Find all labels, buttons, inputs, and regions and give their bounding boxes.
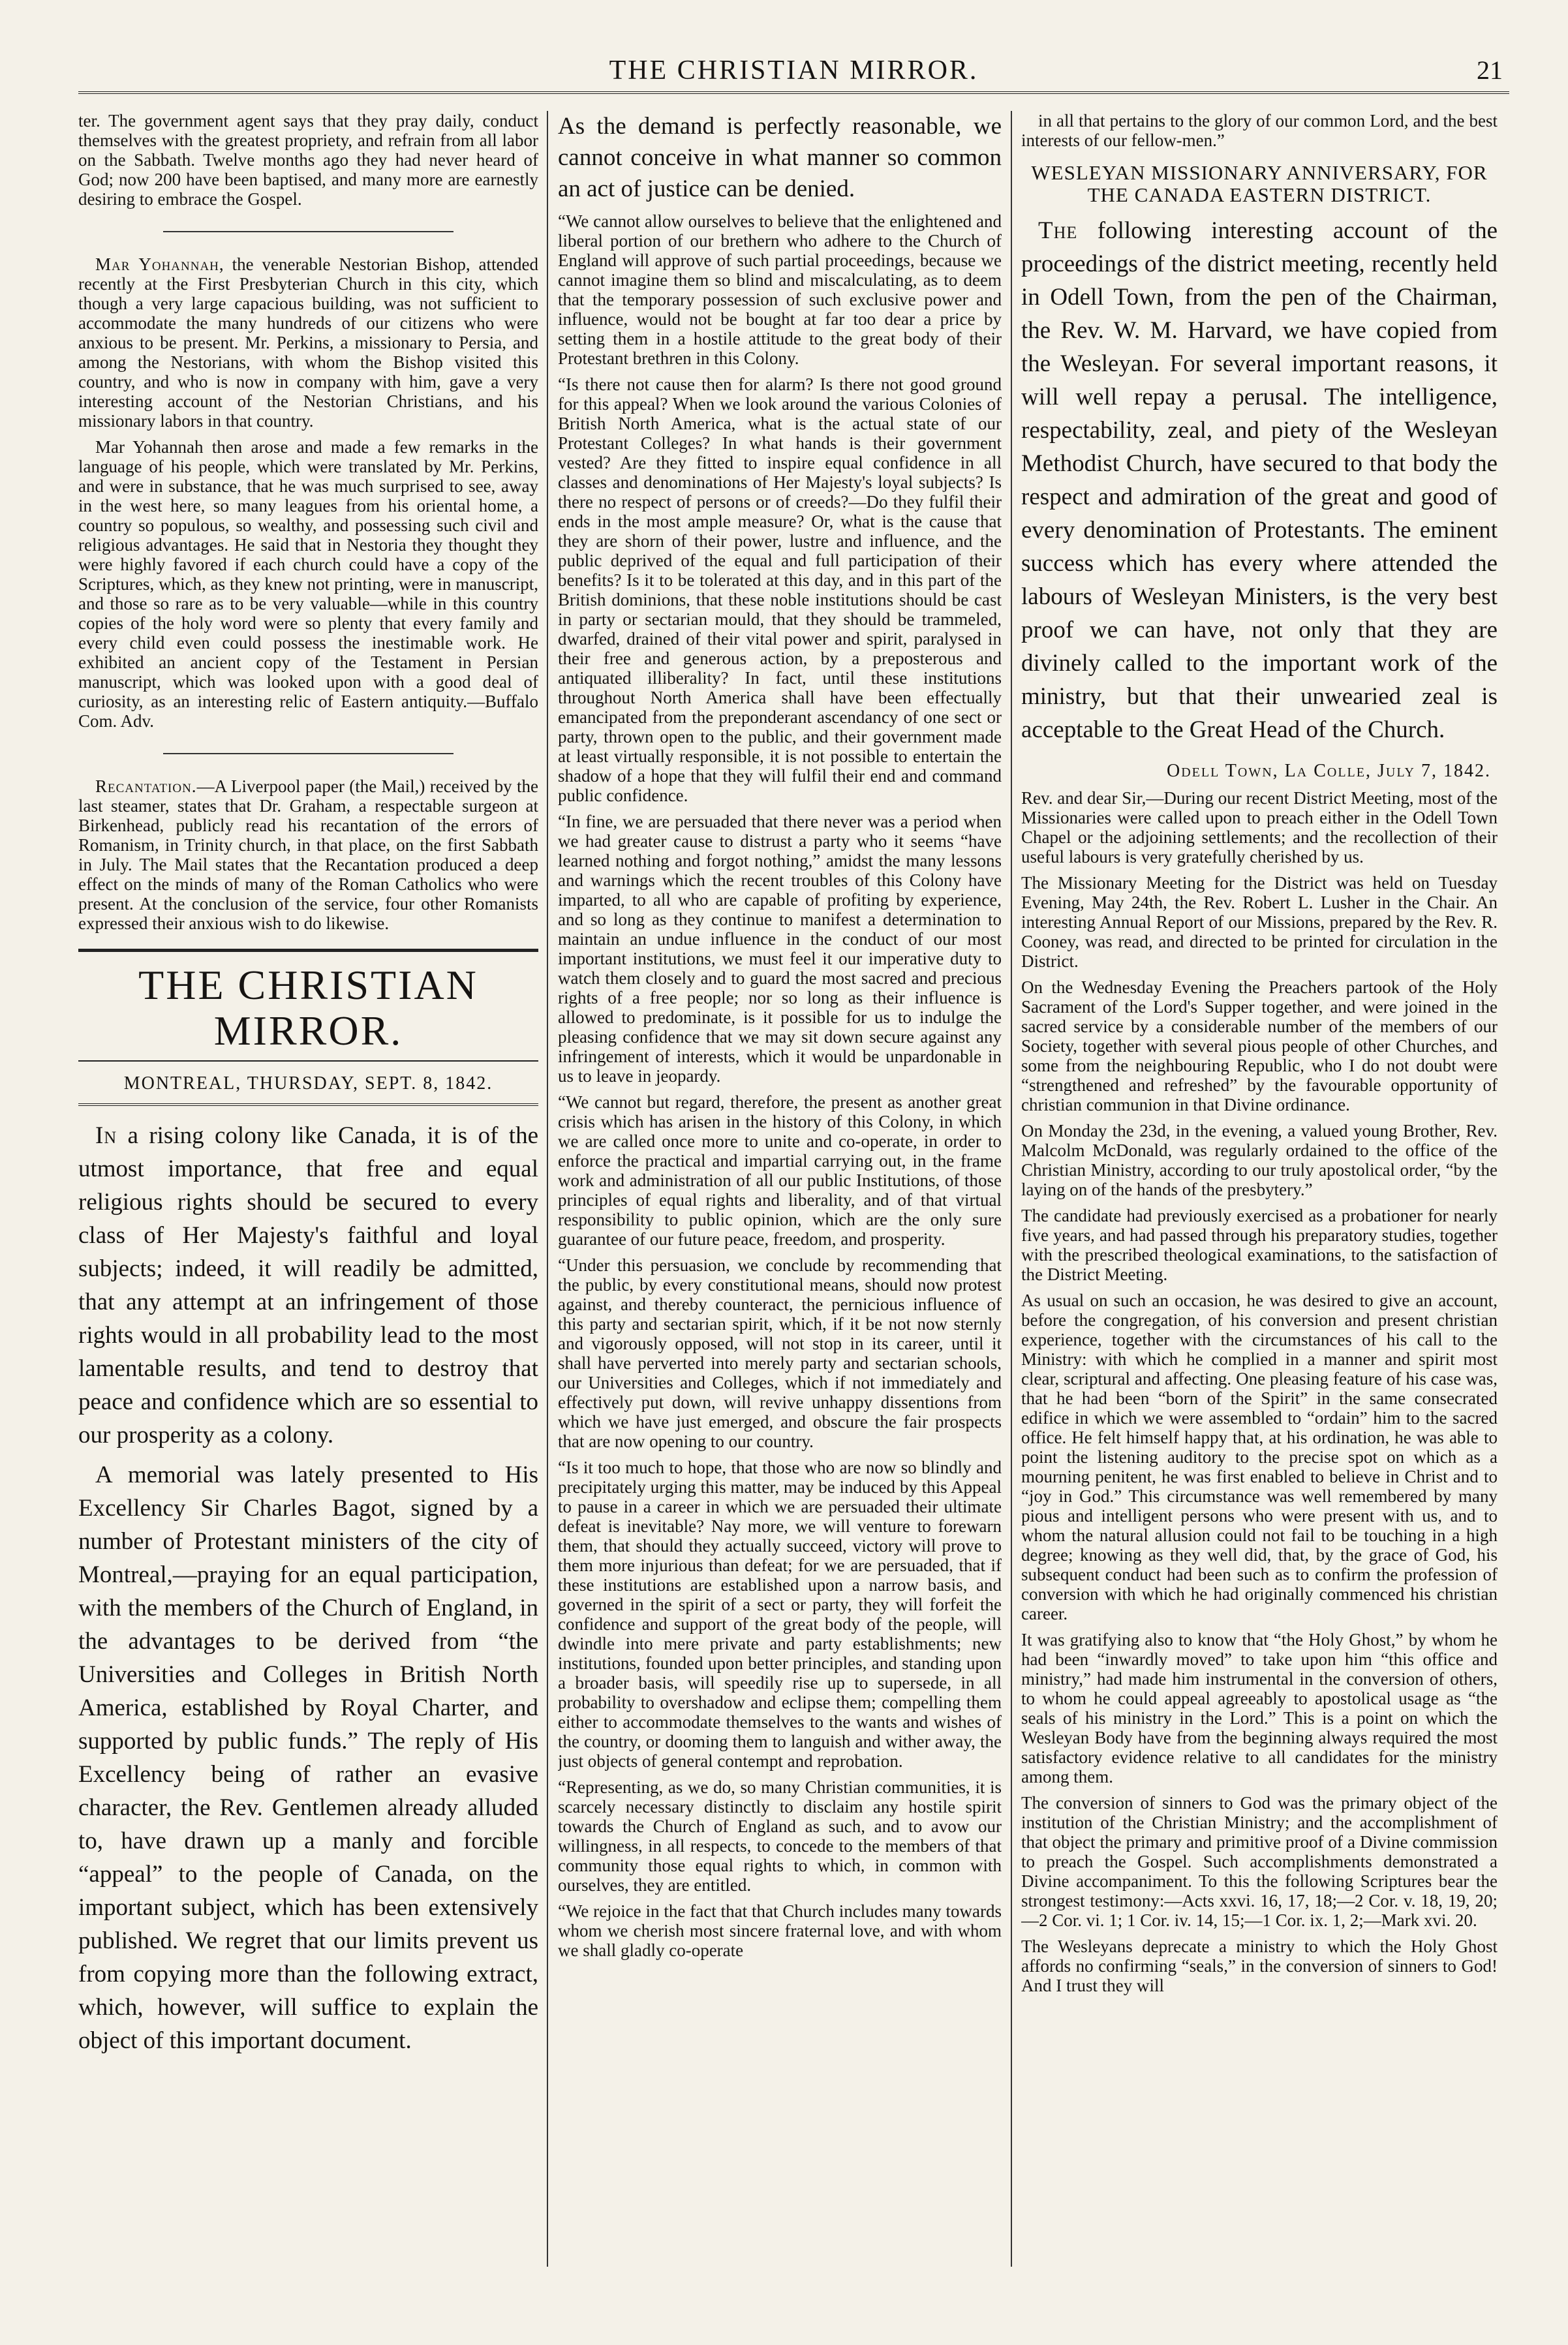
quoted-paragraph: “Is there not cause then for alarm? Is there not good ground for this appeal? When we look around the various Colonies of British North America, what is the actual state of our Protestant Colleges? In what hands is their government vested? Are they fitted to inspire equal confidence in all classes and denominations of Her Majesty's loyal subjects? Is there no respect of persons or of creeds?—Do they fulfil their ends in the most ample measure? Or, what is the cause that they are shorn of their power, lustre and influence, and the public deprived of the equal and full participation of their benefits? Is it to be tolerated at this day, and in this part of the British dominions, that these noble institutions should be cast in party or sectarian mould, that they should be trammeled, dwarfed, drained of their vital power and spirit, paralysed in their free and generous action, by a preposterous and antiquated illiberality? In fact, until these institutions throughout North America shall have been effectually emancipated from the preponderant ascendancy of one sect or party, thrown open to the public, and their government made at least virtually responsible, it is not possible to entertain the shadow of a hope that they will fulfil their end and command public confidence. [558,375,1002,805]
quoted-paragraph: “Representing, as we do, so many Christian communities, it is scarcely necessary distinctly to disclaim any hostile spirit towards the Church of England as such, and to avow our willingness, in all respects, to concede to the members of that community those equal rights to which, in common with ourselves, they are entitled. [558,1777,1002,1895]
running-title: THE CHRISTIAN MIRROR. [609,55,979,85]
letter-paragraph: The Wesleyans deprecate a ministry to which the Holy Ghost affords no confirming “seals,” in the conversion of sinners to God! And I trust they will [1021,1937,1498,1995]
letter-paragraph: The candidate had previously exercised as a probationer for nearly five years, and had passed through his preparatory studies, together with the prescribed theological examinations, to the satisfaction of the District Meeting. [1021,1206,1498,1284]
editorial-paragraph: A memorial was lately presented to His Excellency Sir Charles Bagot, signed by a number of Protestant ministers of the city of Montreal,—praying for an equal participation, with the members of the Church of England, in the advantages to be derived from “the Universities and Colleges in British North America, established by Royal Charter, and supported by public funds.” The reply of His Excellency being of rather an evasive character, the Rev. Gentlemen already alluded to, have drawn up a manly and forcible “appeal” to the people of Canada, on the important subject, which has been extensively published. We regret that our limits prevent us from copying more than the following extract, which, however, will suffice to explain the object of this important document. [78,1462,538,2054]
column-rule [1011,111,1012,2267]
intro-lead: The [1038,217,1078,244]
recantation-article [78,776,538,933]
paragraph: Mar Yohannah then arose and made a few remarks in the language of his people, which were translated by Mr. Perkins, and were in substance, that he was much surprised to see, away in the west here, so many leagues from his oriental home, a country so populous, so wealthy, and possessing such civil and religious advantages. He said that in Nestoria they thought they were highly favored if each church could have a copy of the Scriptures, which, as they knew not printing, were in manuscript, and those so rare as to be very valuable—while in this country copies of the holy word were so plenty that every family and every child even could possess the inestimable work. He exhibited an ancient copy of the Testament in Persian manuscript, which was looked upon with a good deal of curiosity, as an interesting relic of Eastern antiquity.—Buffalo Com. Adv. [78,437,538,731]
quote-conclusion: in all that pertains to the glory of our common Lord, and the best interests of our fellow-men.” [1021,111,1498,150]
letter-paragraph: The Missionary Meeting for the District was held on Tuesday Evening, May 24th, the Rev. Robert L. Lusher in the Chair. An interesting Annual Report of our Missions, prepared by the Rev. R. Cooney, was read, and directed to be printed for circulation in the District. [1021,873,1498,971]
editorial-lead: In [95,1122,117,1149]
letter-paragraph: The conversion of sinners to God was the primary object of the institution of the Christian Ministry; and the accomplishment of that object the primary and primitive proof of a Divine commission to preach the Gospel. Such accomplishments demonstrated a Divine accompaniment. To this the following Scriptures bear the strongest testimony:—Acts xxvi. 16, 17, 18;—2 Cor. v. 18, 19, 20;—2 Cor. vi. 1; 1 Cor. iv. 14, 15;—1 Cor. ix. 1, 2;—Mark xvi. 20. [1021,1793,1498,1930]
editorial-paragraph [78,1119,538,1452]
dateline: MONTREAL, THURSDAY, SEPT. 8, 1842. [78,1068,538,1106]
letter-paragraph: Rev. and dear Sir,—During our recent District Meeting, most of the Missionaries were called upon to preach either in the Odell Town Chapel or the adjoining settlements; and the recollection of their useful labours is very gratefully cherished by us. [1021,788,1498,866]
paragraph-text: —A Liverpool paper (the Mail,) received by the last steamer, states that Dr. Graham, a respectable surgeon at Birkenhead, publicly read his recantation of the errors of Romanism, in Trinity church, in that place, on the first Sabbath in July. The Mail states that the Recantation produced a deep effect on the minds of many of the Roman Catholics who were present. At the conclusion of the service, four other Romanists expressed their anxious wish to do likewise. [78,776,538,933]
editorial [78,1119,538,2057]
letter-body [1021,788,1498,1995]
column-right [1021,111,1498,2267]
quoted-paragraph: “We rejoice in the fact that that Church includes many towards whom we cherish most sincere fraternal love, and with whom we shall gladly co-operate [558,1901,1002,1960]
separator [163,753,453,754]
letter-paragraph: It was gratifying also to know that “the Holy Ghost,” by whom he had been “inwardly moved” to take upon him “this office and ministry,” had made him instrumental in the conversion of others, to whom he could appeal agreeably to apostolical usage as “the seals of his ministry in the Lord.” This is a point on which the Wesleyan Body have from the beginning always required the most satisfactory evidence relative to all candidates for the ministry among them. [1021,1630,1498,1786]
nestorian-bishop-article [78,254,538,431]
paragraph: ter. The government agent says that they pray daily, conduct themselves with the greatest propriety, and refrain from all labor on the Sabbath. Twelve months ago they had never heard of God; now 200 have been baptised, and many more are earnestly desiring to embrace the Gospel. [78,111,538,209]
separator [163,231,453,232]
article-lead: Recantation. [95,776,197,796]
running-head [78,46,1509,94]
letter-dateline: Odell Town, La Colle, July 7, 1842. [1167,761,1491,781]
paragraph-text: following interesting account of the proceedings of the district meeting, recently held in Odell Town, from the pen of the Chairman, the Rev. W. M. Harvard, we have copied from the Wesleyan. For several important reasons, it will well repay a perusal. The intelligence, respectability, zeal, and piety of the Wesleyan Methodist Church, have secured to that body the respect and admiration of the great and good of every denomination of Protestants. The eminent success which has every where attended the labours of Wesleyan Ministers, is the very best proof we can have, not only that they are divinely called to the important work of the ministry, but that their unwearied zeal is acceptable to the Great Head of the Church. [1021,217,1498,743]
intro-paragraph [1021,214,1498,746]
section-heading: WESLEYAN MISSIONARY ANNIVERSARY, FOR THE CANADA EASTERN DISTRICT. [1031,161,1488,206]
article-lead: Mar Yohannah [95,254,219,274]
letter-paragraph: On Monday the 23d, in the evening, a valued young Brother, Rev. Malcolm McDonald, was regularly ordained to the office of the Christian Ministry, according to our truly apostolical order, “by the laying on of the hands of the presbytery.” [1021,1121,1498,1199]
quoted-paragraph: “Is it too much to hope, that those who are now so blindly and precipitately urging this matter, may be induced by this Appeal to pause in a career in which we are persuaded their ultimate defeat is inevitable? Nay more, we will venture to forewarn them, that should they actually succeed, victory will prove to them more injurious than defeat; for we are persuaded, that if these institutions are established upon a narrow basis, and governed in the spirit of a sect or party, they will forfeit the confidence and support of the great body of the people, will dwindle into mere private and party establishments; new institutions, founded upon better principles, and standing upon a broader basis, will speedily rise up to supersede, in all probability to overshadow and eclipse them; compelling them either to accommodate themselves to the wants and wishes of the country, or dooming them to languish and wither away, the just objects of general contempt and reprobation. [558,1458,1002,1771]
appeal-extract [558,211,1002,1960]
column-left [78,111,538,2267]
mission-report [78,111,538,209]
masthead [78,949,538,1062]
editorial-continuation: As the demand is perfectly reasonable, we cannot conceive in what manner so common an act of justice can be denied. [558,113,1002,202]
quoted-paragraph: “We cannot allow ourselves to believe that the enlightened and liberal portion of our brethern who adhere to the Church of England will approve of such partial proceedings, because we cannot imagine them so blind and miscalculating, as to deem that the temporary possession of such exclusive power and influence, would not be bought at far too dear a price by setting them in a hostile attitude to the great body of their Protestant brethren in this Colony. [558,211,1002,368]
paragraph-text: a rising colony like Canada, it is of the utmost importance, that free and equal religious rights should be secured to every class of Her Majesty's faithful and loyal subjects; indeed, it will readily be admitted, that any attempt at an infringement of those rights would in all probability lead to the most lamentable results, and tend to destroy that peace and confidence which are so essential to our prosperity as a colony. [78,1122,538,1448]
letter-paragraph: On the Wednesday Evening the Preachers partook of the Holy Sacrament of the Lord's Supper together, and were joined in the sacred service by a considerable number of the members of our Society, together with several pious people of other Churches, and some from the neighbouring Republic, who I do not doubt were “strengthened and refreshed” by the favourable opportunity of christian communion in that Divine ordinance. [1021,977,1498,1114]
page-number: 21 [1477,55,1503,85]
column-rule [547,111,548,2267]
quoted-paragraph: “In fine, we are persuaded that there never was a period when we had greater cause to distrust a party who it seems “have learned nothing and forgot nothing,” amidst the many lessons and warnings which the recent troubles of this Colony have imparted, to all who are capable of profiting by experience, and so long as they continue to manifest a determination to maintain an undue influence in the conduct of our most important institutions, we must feel it our imperative duty to watch them closely and to guard the most sacred and precious rights of a free people; nor so long as their influence is allowed to predominate, is it possible for us to indulge the pleasing confidence that we may sit down secure against any infringement of interests, which it would be unpardonable in us to leave in jeopardy. [558,812,1002,1086]
column-middle [558,111,1002,2267]
letter-paragraph: As usual on such an occasion, he was desired to give an account, before the congregation, of his conversion and present christian experience, together with the circumstances of his call to the Ministry: with which he complied in a manner and spirit most clear, scriptural and affecting. One pleasing feature of his case was, that he had been “born of the Spirit” in the same consecrated edifice in which we were assembled to “ordain” him to the sacred office. He felt himself happy that, at his ordination, he was able to point the listening auditory to the precise spot on which as a mourning penitent, he was first enabled to believe in Christ and to “joy in God.” This circumstance was well remembered by many pious and intelligent persons who were present with us, and to whom the natural allusion could not fail to be touching in a high degree; knowing as they well did, that, by the grace of God, his subsequent conduct had been such as to confirm the profession of conversion with which he had originally commenced his christian career. [1021,1291,1498,1623]
quoted-paragraph: “Under this persuasion, we conclude by recommending that the public, by every constitutional means, should now protest against, and thereby counteract, the pernicious influence of this party and sectarian spirit, which, if it be not now sternly and vigorously opposed, will not stop in its career, until it shall have perverted into merely party and sectarian schools, our Universities and Colleges, which if not immediately and effectively put down, will revive unhappy dissentions from which we have just emerged, and obscure the fair prospects that are now opening to our country. [558,1255,1002,1451]
paragraph-text: , the venerable Nestorian Bishop, attended recently at the First Presbyterian Church in this city, which though a very large capacious building, was not sufficient to accommodate the many hundreds of our citizens who were anxious to be present. Mr. Perkins, a missionary to Persia, and among the Nestorians, with whom the Bishop visited this country, and who is now in company with him, gave a very interesting account of the Nestorian Christians, and his missionary labors in that country. [78,254,538,431]
masthead-title: THE CHRISTIAN MIRROR. [138,962,478,1054]
quoted-paragraph: “We cannot but regard, therefore, the present as another great crisis which has arisen in the history of this Colony, in which we are called once more to unite and co-operate, in order to enforce the practical and impartial carrying out, in the frame work and administration of all our public Institutions, of those principles of equal rights and liberality, and of that virtual responsibility to public opinion, which are the only sure guarantee of our future peace, freedom, and prosperity. [558,1092,1002,1249]
